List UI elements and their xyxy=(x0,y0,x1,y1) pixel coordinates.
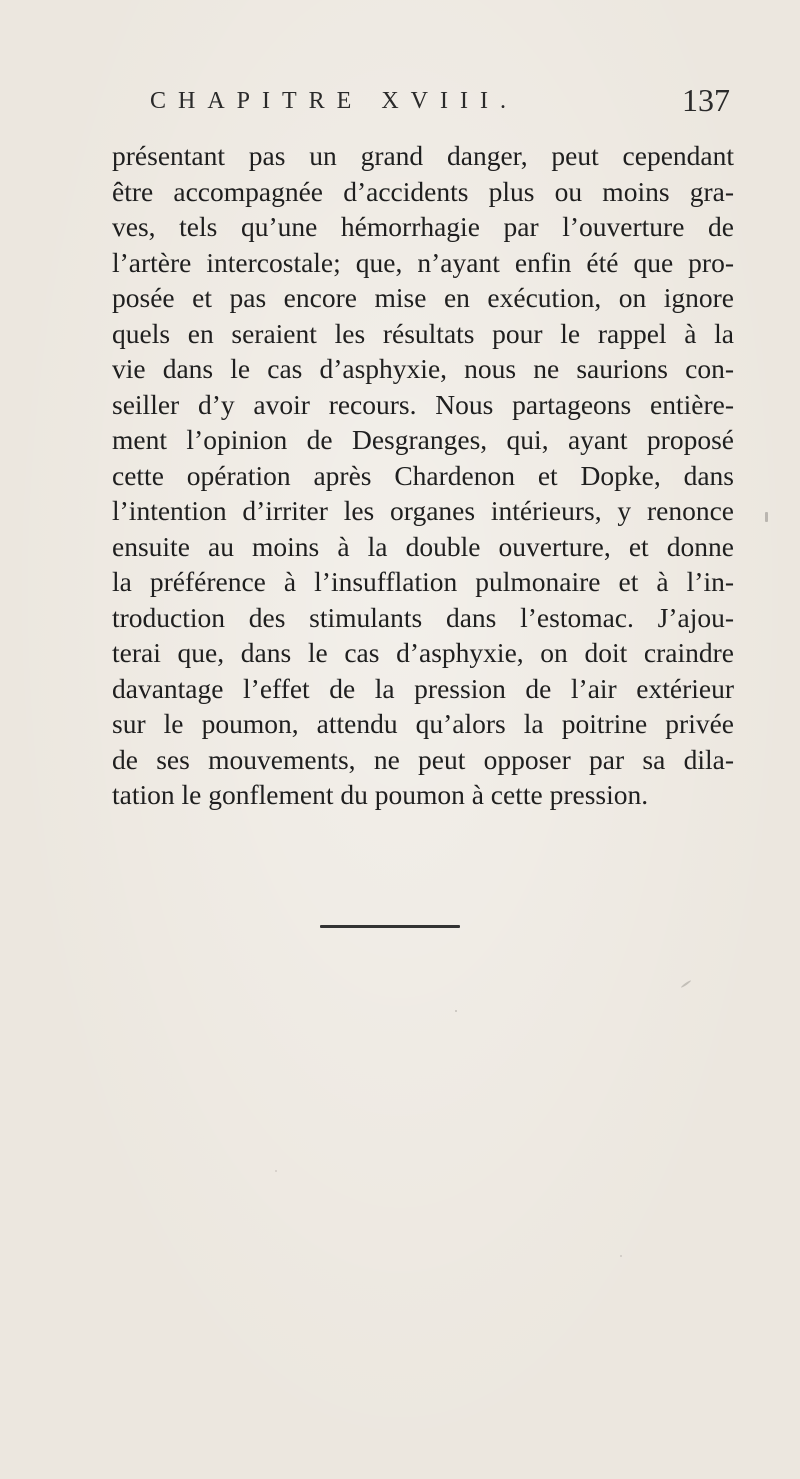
text-line: ves, tels qu’une hémorrhagie par l’ouverture de xyxy=(112,211,734,242)
text-line: quels en seraient les résultats pour le rappel à la xyxy=(112,317,734,349)
text-line: terai que, dans le cas d’asphyxie, on doit craindre xyxy=(112,637,734,668)
text-line: sur le poumon, attendu qu’alors la poitrine privée xyxy=(112,708,734,739)
text-line: l’artère intercostale; que, n’ayant enfin été que pro- xyxy=(112,246,734,278)
text-line: posée et pas encore mise en exécution, on ignore xyxy=(112,282,734,313)
text-line: ensuite au moins à la double ouverture, et donne xyxy=(112,530,734,562)
page-number: 137 xyxy=(682,82,730,118)
end-rule xyxy=(320,925,460,928)
text-line: la préférence à l’insufflation pulmonaire et à l’in- xyxy=(112,566,734,597)
text-line: l’intention d’irriter les organes intérieurs, y renonce xyxy=(112,495,734,526)
text-line: être accompagnée d’accidents plus ou moins gra- xyxy=(112,175,734,207)
text-line: ment l’opinion de Desgranges, qui, ayant proposé xyxy=(112,424,734,455)
text-line: cette opération après Chardenon et Dopke, dans xyxy=(112,459,734,491)
text-line: tation le gonflement du poumon à cette pression. xyxy=(112,779,649,810)
running-head xyxy=(150,82,730,128)
chapter-heading: CHAPITRE XVIII. xyxy=(150,88,518,114)
text-line: présentant pas un grand danger, peut cependant xyxy=(112,140,734,171)
text-line: seiller d’y avoir recours. Nous partageons entière- xyxy=(112,388,734,420)
body-text xyxy=(112,138,734,813)
text-line: troduction des stimulants dans l’estomac. J’ajou- xyxy=(112,601,734,633)
text-line: de ses mouvements, ne peut opposer par sa dila- xyxy=(112,743,734,775)
text-line: vie dans le cas d’asphyxie, nous ne saurions con- xyxy=(112,353,734,384)
text-line: davantage l’effet de la pression de l’air extérieur xyxy=(112,672,734,704)
